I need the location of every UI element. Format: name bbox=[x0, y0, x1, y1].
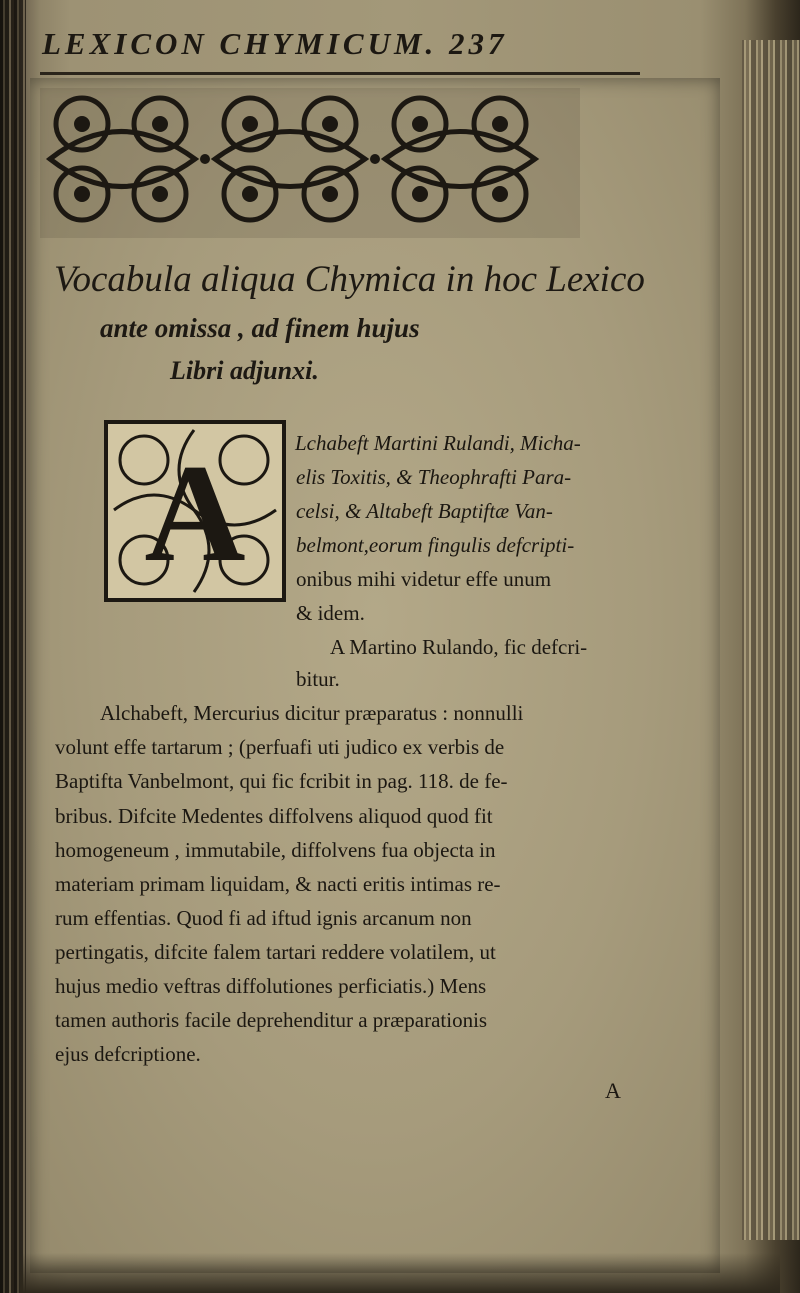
text-line-3: celsi, & Altabeft Baptiftæ Van- bbox=[296, 499, 553, 523]
text-line-12: bribus. Difcite Medentes diffolvens aliquod quod fit bbox=[55, 804, 493, 828]
text-line-19: ejus defcriptione. bbox=[55, 1042, 201, 1066]
text-line-2: elis Toxitis, & Theophrafti Para- bbox=[296, 465, 572, 489]
section-heading-line-1: Vocabula aliqua Chymica in hoc Lexico bbox=[54, 259, 645, 300]
woodcut-ornament-band bbox=[20, 84, 580, 238]
text-line-10: volunt effe tartarum ; (perfuafi uti judico ex verbis de bbox=[55, 735, 505, 759]
text-line-6: & idem. bbox=[296, 601, 365, 625]
text-line-7: A Martino Rulando, fic defcri- bbox=[330, 635, 588, 659]
section-heading-line-2: ante omissa , ad finem hujus bbox=[100, 313, 420, 343]
text-line-11: Baptifta Vanbelmont, qui fic fcribit in pag. 118. de fe- bbox=[55, 769, 508, 793]
text-line-4: belmont,eorum fingulis defcripti- bbox=[296, 533, 575, 557]
text-line-17: hujus medio veftras diffolutiones perficiatis.) Mens bbox=[55, 974, 487, 998]
text-line-14: materiam primam liquidam, & nacti eritis intimas re- bbox=[55, 872, 501, 896]
text-line-9: Alchabeft, Mercurius dicitur præparatus : nonnulli bbox=[100, 701, 524, 725]
page-edges bbox=[742, 40, 800, 1240]
catchword: A bbox=[605, 1078, 621, 1103]
decorated-initial bbox=[104, 420, 286, 602]
text-line-1: Lchabeft Martini Rulandi, Micha- bbox=[295, 431, 581, 455]
text-line-13: homogeneum , immutabile, diffolvens fua objecta in bbox=[55, 838, 496, 862]
initial-letter: A bbox=[144, 436, 246, 591]
text-line-15: rum effentias. Quod fi ad iftud ignis arcanum non bbox=[55, 906, 472, 930]
header-rule bbox=[40, 72, 640, 75]
text-line-18: tamen authoris facile deprehenditur a præparationis bbox=[55, 1008, 488, 1032]
text-line-8: bitur. bbox=[296, 667, 340, 691]
running-head: LEXICON CHYMICUM. 237 bbox=[42, 26, 508, 61]
bottom-shadow bbox=[20, 1253, 780, 1293]
text-line-16: pertingatis, difcite falem tartari reddere volatilem, ut bbox=[55, 940, 496, 964]
section-heading-line-3: Libri adjunxi. bbox=[170, 356, 319, 385]
text-line-5: onibus mihi videtur effe unum bbox=[296, 567, 552, 591]
